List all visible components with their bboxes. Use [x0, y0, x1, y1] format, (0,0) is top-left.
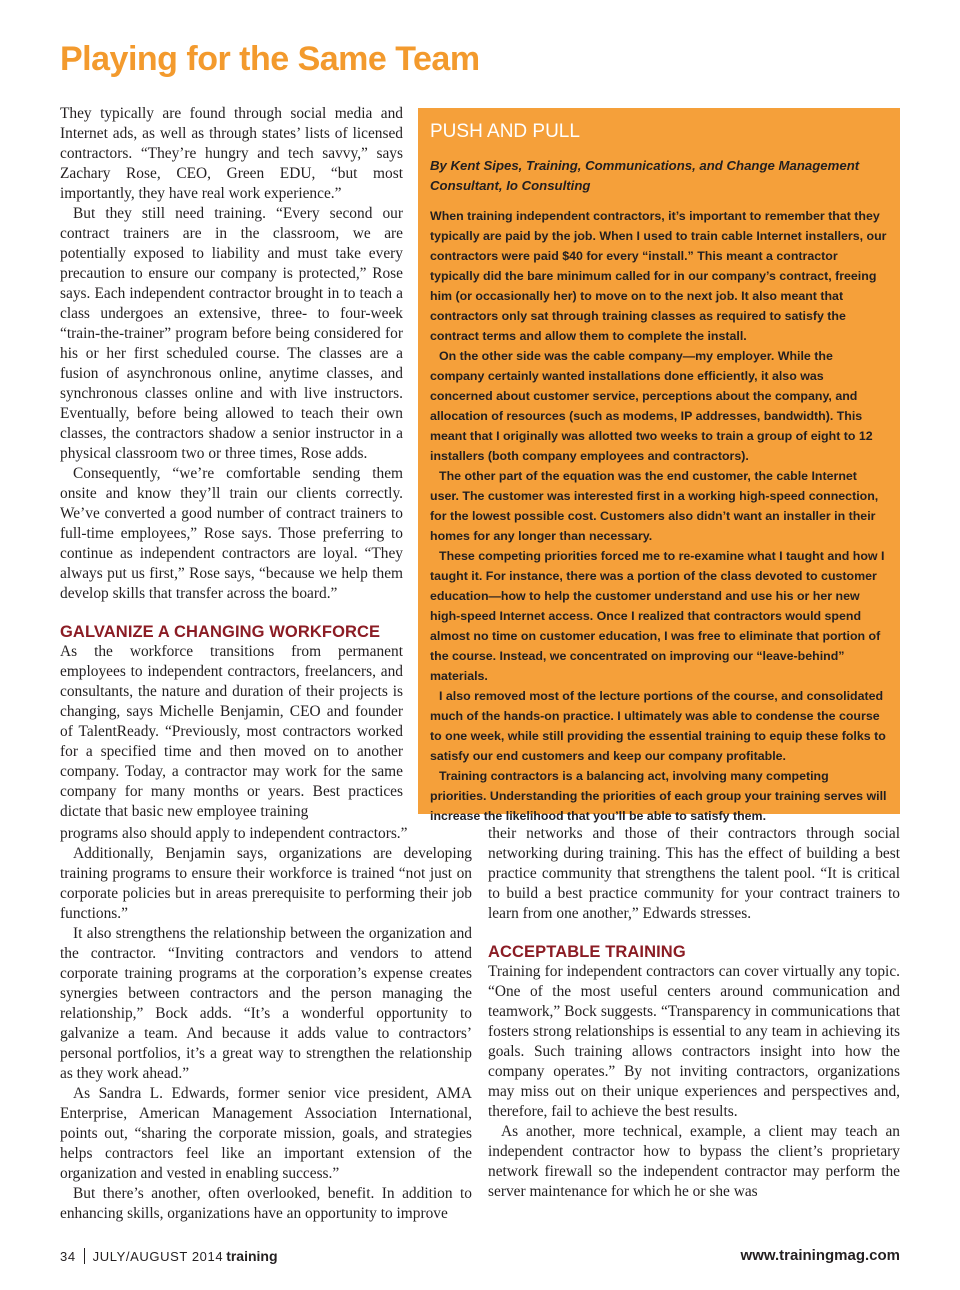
sidebar-paragraph: The other part of the equation was the end customer, the cable Internet user. The customer was interested first in a working high-speed connection, for the lowest possible cost. Customers also didn’t want an installer in their homes for any longer than necessary. [430, 469, 879, 543]
paragraph: As another, more technical, example, a client may teach an independent contractor how to bypass the client’s proprietary network firewall so the independent contractor may perform the server maintenance for which he or she was [488, 1123, 900, 1200]
paragraph: their networks and those of their contractors through social networking during training. This has the effect of building a best practice community that strengthens the talent pool. “It is critical to build a best practice community for your contract trainers to learn from one another,” Edwards stresses. [488, 825, 900, 922]
page-footer [60, 1246, 900, 1268]
page-number: 34 [60, 1249, 76, 1264]
website-url[interactable]: www.trainingmag.com [740, 1247, 900, 1264]
sidebar-byline: By Kent Sipes, Training, Communications, and Change Management Consultant, Io Consulting [430, 158, 860, 193]
paragraph: Additionally, Benjamin says, organizations are developing training programs to ensure their workforce is trained “not just on corporate policies but in areas prerequisite to performing their job functions.” [60, 845, 472, 922]
article-column-right [488, 824, 900, 1202]
paragraph: They typically are found through social media and Internet ads, as well as through states’ lists of licensed contractors. “They’re hungry and tech savvy,” says Zachary Rose, CEO, Green EDU, “but most importantly, they have real work experience.” [60, 105, 403, 202]
article-column-left-bottom [60, 824, 472, 1224]
paragraph: As Sandra L. Edwards, former senior vice president, AMA Enterprise, American Management Association International, points out, “sharing the corporate mission, goals, and strategies helps contractors feel like an important extension of the organization and vested in enabling success.” [60, 1085, 472, 1182]
sidebar-push-and-pull [418, 108, 900, 823]
paragraph: programs also should apply to independent contractors.” [60, 825, 408, 842]
sidebar-paragraph: Training contractors is a balancing act, involving many competing priorities. Understanding the priorities of each group your training serves will increase the likelihood that you’ll be able to satisfy them. [430, 769, 887, 823]
sidebar-paragraph: On the other side was the cable company—my employer. While the company certainly wanted installations done efficiently, it also was concerned about customer service, perceptions about the company, and allocation of resources (such as modems, IP addresses, bandwidth). This meant that I originally was allotted two weeks to train a group of eight to 12 installers (both company employees and contractors). [430, 349, 873, 463]
paragraph: But there’s another, often overlooked, benefit. In addition to enhancing skills, organizations have an opportunity to improve [60, 1185, 472, 1222]
sidebar-paragraph: I also removed most of the lecture portions of the course, and consolidated much of the hands-on practice. I ultimately was able to condense the course to one week, while still providing the essential training to equip these folks to satisfy our end customers and keep our company profitable. [430, 689, 886, 763]
article-column-left-top [60, 104, 403, 822]
sidebar-paragraph: When training independent contractors, it’s important to remember that they typically are paid by the job. When I used to train cable Internet installers, our contractors were paid $40 for every “install.” This meant a contractor typically did the bare minimum called for in our company’s contract, freeing him (or occasionally her) to move on to the next job. It also meant that contractors only sat through training classes as required to satisfy the contract terms and allow them to complete the install. [430, 209, 887, 343]
sidebar-paragraph: These competing priorities forced me to re-examine what I taught and how I taught it. For instance, there was a portion of the class devoted to customer education—how to help the customer understand and use his or her new high-speed Internet access. Once I realized that contractors would spend almost no time on customer education, I was free to eliminate that portion of the course. Instead, we concentrated on improving our “leave-behind” materials. [430, 549, 885, 683]
paragraph: Training for independent contractors can cover virtually any topic. “One of the most useful centers around communication and teamwork,” Bock suggests. “Transparency in communications that fosters strong relationships is essential to any team in achieving its goals. Such training allows contractors insight into how the company operates.” By not inviting contractors, organizations may miss out on their unique experiences and perspectives and, therefore, fail to achieve the best results. [488, 963, 900, 1120]
page-headline: Playing for the Same Team [60, 40, 480, 78]
sidebar-title: PUSH AND PULL [430, 121, 580, 142]
paragraph: As the workforce transitions from permanent employees to independent contractors, freelancers, and consultants, the nature and duration of their projects is changing, says Michelle Benjamin, CEO and founder of TalentReady. “Previously, most contractors worked for a specified time and then moved on to another company. Today, a contractor may work for the same company for many months or years. Best practices dictate that basic new employee training [60, 643, 403, 820]
paragraph: Consequently, “we’re comfortable sending them onsite and know they’ll train our clients correctly. We’ve converted a good number of contract trainers to full-time employees,” Rose says. Those preferring to continue as independent contractors are loyal. “They always put us first,” Rose says, “because we help them develop skills that transfer across the board.” [60, 465, 403, 602]
footer-folio [60, 1246, 278, 1267]
issue-date: JULY/AUGUST 2014 [92, 1249, 224, 1264]
paragraph: It also strengthens the relationship between the organization and the contractor. “Inviting contractors and vendors to attend corporate training programs at the corporation’s expense creates synergies between contractors and the person managing the relationship,” Bock adds. “It’s a wonderful opportunity to galvanize a team. And because it adds value to contractors’ personal portfolios, it’s a great way to strengthen the relationship as they work ahead.” [60, 925, 472, 1082]
paragraph: But they still need training. “Every second our contract trainers are in the classroom, we are potentially exposed to liability and must take every precaution to ensure our company is protected,” Rose says. Each independent contractor brought in to teach a class undergoes an extensive, three- to four-week “train-the-trainer” program before being considered for his or her first scheduled course. The classes are a fusion of asynchronous online, anytime classes, and synchronous classes online and with live instructors. Eventually, before being allowed to teach their own classes, the contractors shadow a senior instructor in a physical classroom two or three times, Rose adds. [60, 205, 403, 462]
folio-divider [84, 1248, 85, 1264]
section-heading-galvanize: GALVANIZE A CHANGING WORKFORCE [60, 623, 381, 641]
sidebar-body [430, 206, 888, 826]
magazine-name: training [226, 1248, 278, 1264]
section-heading-acceptable-training: ACCEPTABLE TRAINING [488, 943, 686, 961]
